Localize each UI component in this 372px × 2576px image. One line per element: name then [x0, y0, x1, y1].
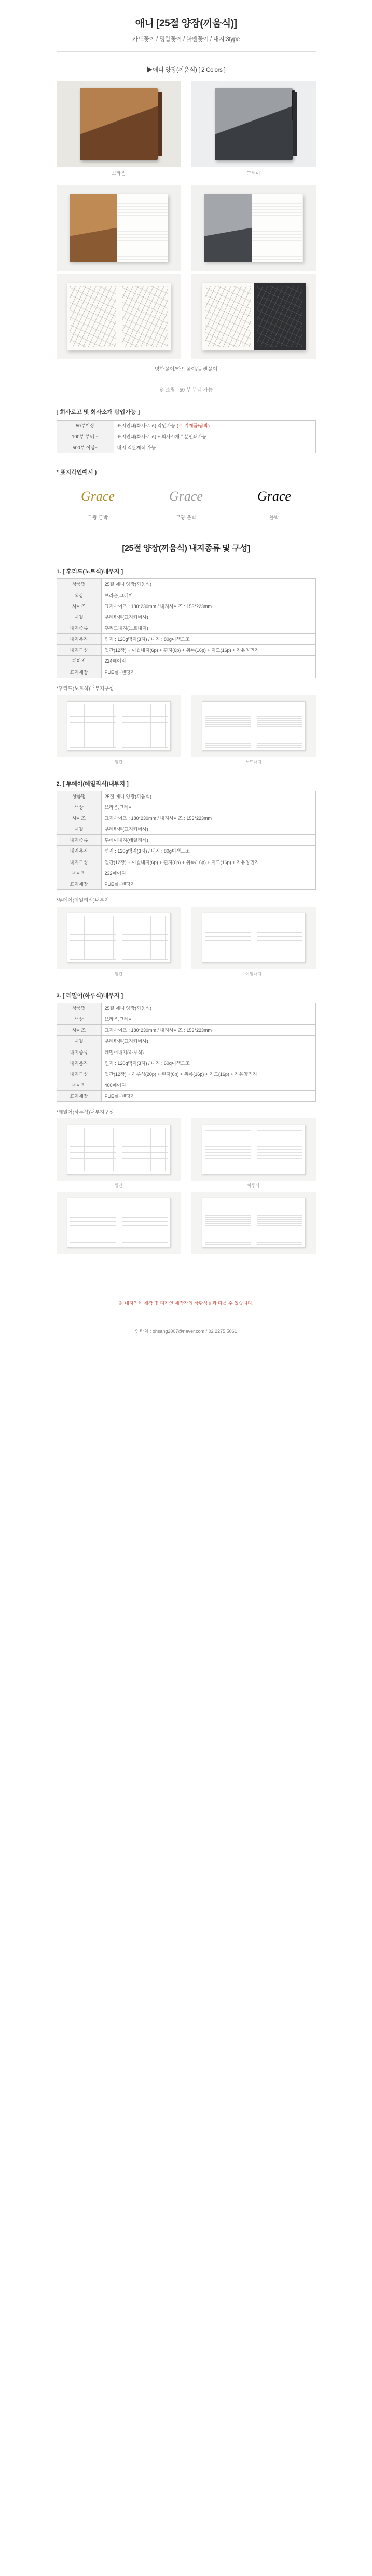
calendar-grid	[70, 704, 116, 748]
spec-value: 표지사이즈 : 180*230mm / 내지사이즈 : 153*223mm	[101, 813, 315, 824]
spec-value: 400페이지	[101, 1080, 315, 1090]
photo-cell-gray	[191, 81, 316, 182]
gray-cover-photo	[191, 81, 316, 167]
spec-value: PUE실+밴딩지	[101, 1091, 315, 1102]
daily-grid	[205, 916, 251, 960]
page-title: 애니 [25절 양장(끼움식)]	[135, 18, 237, 29]
map-lines	[70, 286, 116, 347]
spec-key: 페이지	[57, 1080, 101, 1090]
table-row	[57, 431, 315, 442]
table-row	[57, 634, 315, 645]
inner-pages-title: [25절 양장(끼움식) 내지종류 및 구성]	[122, 544, 250, 554]
table-row	[57, 623, 315, 633]
spec-value: 월간(12장) + 하루식(20p) + 흰지(6p) + 위록(16p) + 지도(16p) + 자유양면지	[101, 1069, 315, 1080]
spec-key: 재질	[57, 1036, 101, 1047]
sheet-half-right	[119, 702, 170, 750]
map-page-brown-photo	[57, 274, 181, 359]
spec-key: 내지구성	[57, 1069, 101, 1080]
spec-key: 내지용지	[57, 846, 101, 857]
photo-cell-open-gray	[191, 185, 316, 271]
table-row	[57, 1069, 315, 1080]
calendar-grid	[122, 916, 168, 960]
spec-value: 투데이내지(데일리식)	[101, 835, 315, 846]
map-page-left	[67, 283, 119, 350]
page-sheet	[67, 701, 171, 751]
spec-key: 상품명	[57, 579, 101, 590]
spec-key: 페이지	[57, 868, 101, 879]
sheet-half-left	[202, 913, 254, 962]
hourly-lines	[205, 1128, 251, 1171]
map-book-shape	[67, 283, 171, 350]
spec-key: 내지구성	[57, 857, 101, 868]
spec-key: 내지구성	[57, 645, 101, 656]
foil-caption: 무광 금박	[87, 515, 108, 521]
spec-value: 우레탄본(표지커버사)	[101, 612, 315, 623]
spec-3-sample-note: *레밀어(하루식)내부지구성	[56, 1110, 114, 1116]
photo-cell-map-gray	[191, 274, 316, 359]
sheet-half-left	[67, 1198, 119, 1247]
daily-grid	[257, 916, 302, 960]
map-page-gray-photo	[191, 274, 316, 359]
note-lines	[257, 704, 302, 748]
spec-value: PUE실+밴딩지	[101, 879, 315, 889]
map-lines	[122, 286, 168, 347]
grid-lines	[70, 1201, 116, 1245]
foil-sample-black	[233, 481, 316, 521]
sheet-half-left	[202, 702, 254, 750]
spec-key: 표지제장	[57, 1091, 101, 1102]
spec-key: 사이즈	[57, 1025, 101, 1036]
logo-qty-cell: 50부이상	[57, 421, 114, 431]
spec-value: 25절 애니 양장(끼움식)	[101, 1003, 315, 1014]
sample-caption-month: 월간	[114, 1183, 123, 1189]
calendar-grid	[70, 916, 116, 960]
spec-1-sample-note: *후리드(노트식)내부지구성	[56, 685, 114, 692]
spec-key: 재질	[57, 612, 101, 623]
table-row	[57, 667, 315, 678]
table-row	[57, 835, 315, 846]
spec-1-table	[57, 578, 316, 678]
open-left-cover	[204, 194, 252, 262]
sample-image-month	[57, 907, 181, 969]
table-row	[57, 1003, 315, 1014]
spacer	[0, 768, 372, 779]
sheet-half-left	[67, 702, 119, 750]
sheet-half-right	[254, 1198, 305, 1247]
note-lines	[205, 1201, 251, 1245]
brown-cover-caption: 브라운	[112, 171, 126, 176]
foil-word: Grace	[257, 489, 291, 504]
header-divider	[57, 51, 316, 52]
open-book-shape	[70, 194, 168, 262]
open-book-brown-photo	[57, 185, 181, 271]
table-row	[57, 879, 315, 889]
spec-key: 사이즈	[57, 813, 101, 824]
foil-box	[233, 481, 316, 511]
sample-image-hourly	[191, 1118, 316, 1181]
sample-image-note	[191, 695, 316, 757]
foil-box	[145, 481, 228, 511]
table-row	[57, 1091, 315, 1102]
spec-value: 레밀어내지(하루식)	[101, 1047, 315, 1058]
photo-cell-open-brown	[57, 185, 181, 271]
logo-desc-text: 표지인쇄(화사로고) 각인가능	[117, 423, 176, 428]
map-page-right	[119, 283, 171, 350]
spec-2-table	[57, 791, 316, 890]
open-right-page	[117, 194, 168, 262]
table-row	[57, 868, 315, 879]
sample-caption-daily: 이월내지	[245, 971, 261, 976]
spec-key: 사이즈	[57, 601, 101, 612]
page-header	[0, 0, 372, 52]
page-sheet	[67, 1198, 171, 1248]
spec-value: PUE실+밴딩지	[101, 667, 315, 678]
table-row	[57, 791, 315, 802]
foil-word: Grace	[169, 489, 203, 504]
gray-book-shape	[215, 88, 293, 160]
spec-3-heading: 3. [ 레밀어(하루식)내부지 ]	[56, 992, 123, 999]
cover-photo-grid	[57, 81, 316, 362]
sheet-half-right	[254, 702, 305, 750]
photo-cell-map-brown	[57, 274, 181, 359]
sheet-half-left	[67, 1125, 119, 1174]
page-subtitle: 카드꽂이 / 명함꽂이 / 볼펜꽂이 / 내지:3type	[132, 36, 240, 43]
page-sheet	[202, 701, 306, 751]
sample-caption-month: 월간	[114, 971, 123, 976]
map-page-left	[202, 283, 254, 350]
spec-key: 상품명	[57, 1003, 101, 1014]
foil-sample-row	[57, 481, 316, 521]
table-row	[57, 645, 315, 656]
table-row	[57, 813, 315, 824]
page-sheet	[67, 913, 171, 963]
spec-2-sample-note: *투데이(데일리식)내부지	[56, 897, 109, 903]
spec-key: 페이지	[57, 656, 101, 667]
spec-key: 내지종류	[57, 835, 101, 846]
sheet-half-right	[119, 1125, 170, 1174]
foil-sample-gold	[57, 481, 140, 521]
spec-key: 색상	[57, 802, 101, 813]
page-sheet	[202, 1198, 306, 1248]
foil-sample-silver	[145, 481, 228, 521]
spec-value: 먼지 : 120g백지(3자) / 내지 : 60g미색모조	[101, 1058, 315, 1069]
logo-block-heading: [ 회사로고 및 회사소개 삽입가능 ]	[56, 409, 140, 415]
table-row	[57, 857, 315, 868]
spec-key: 내지용지	[57, 634, 101, 645]
spec-value: 브라운,그레이	[101, 802, 315, 813]
table-row	[57, 421, 315, 431]
foil-caption: 블박	[269, 515, 279, 521]
spec-value: 표지사이즈 : 180*230mm / 내지사이즈 : 153*223mm	[101, 601, 315, 612]
spec-value: 우레탄본(표지커버사)	[101, 824, 315, 835]
brown-book-shape	[80, 88, 158, 160]
spec-value: 월간(12장) + 이월내지(6p) + 흰지(6p) + 위록(16p) + 지도(16p) + 자유양면지	[101, 857, 315, 868]
spec-1-heading: 1. [ 후리드(노트식)내부지 ]	[56, 569, 123, 575]
sheet-half-right	[119, 913, 170, 962]
spec-value: 브라운,그레이	[101, 590, 315, 601]
sheet-half-left	[202, 1198, 254, 1247]
calendar-grid	[70, 1128, 116, 1171]
table-row	[57, 846, 315, 857]
sample-caption-month: 월간	[114, 759, 123, 764]
table-row	[57, 1014, 315, 1025]
spacer	[0, 980, 372, 991]
pen-holder-shape	[292, 90, 295, 121]
spec-key: 표지제장	[57, 667, 101, 678]
logo-desc-cell	[114, 421, 315, 431]
table-row	[57, 601, 315, 612]
spec-2-heading: 2. [ 투데이(데일리식)내부지 ]	[56, 780, 129, 787]
page-sheet	[67, 1125, 171, 1175]
table-row	[57, 802, 315, 813]
map-lines	[257, 286, 302, 347]
spec-value: 우레탄본(표지커버사)	[101, 1036, 315, 1047]
footer-contact: 연락처 : ohsang2007@naver.com / 02 2275 5061	[0, 1321, 372, 1334]
open-left-cover	[70, 194, 117, 262]
map-book-shape	[202, 283, 306, 350]
open-book-gray-photo	[191, 185, 316, 271]
spec-value: 먼지 : 120g백지(3자) / 내지 : 80g미색모조	[101, 846, 315, 857]
map-lines	[205, 286, 251, 347]
table-row	[57, 579, 315, 590]
minimum-order-note: ※ 소량 : 50 부 부터 가능	[159, 387, 213, 393]
table-row	[57, 1058, 315, 1069]
spec-1-sample-row	[57, 695, 316, 768]
spec-key: 내지용지	[57, 1058, 101, 1069]
spec-key: 색상	[57, 1014, 101, 1025]
calendar-grid	[122, 1128, 168, 1171]
spec-value: 표지사이즈 : 180*230mm / 내지사이즈 : 153*223mm	[101, 1025, 315, 1036]
spec-3-sample-row	[57, 1118, 316, 1258]
logo-options-table	[57, 420, 316, 453]
page-sheet	[202, 913, 306, 963]
sheet-half-right	[119, 1198, 170, 1247]
photo-cell-brown	[57, 81, 181, 182]
sample-caption-note: 노트내지	[245, 759, 261, 764]
spec-value: 232페이지	[101, 868, 315, 879]
sample-image-daily	[191, 907, 316, 969]
open-right-page	[252, 194, 303, 262]
spec-key: 재질	[57, 824, 101, 835]
sample-image-month	[57, 1118, 181, 1181]
table-row	[57, 1047, 315, 1058]
spec-value: 224페이지	[101, 656, 315, 667]
sample-image-extra-1	[57, 1192, 181, 1254]
calendar-grid	[122, 704, 168, 748]
table-row	[57, 1036, 315, 1047]
foil-caption: 무광 은박	[175, 515, 197, 521]
colors-section-label: ▶애니 양장(끼움식) [ 2 Colors ]	[146, 67, 226, 73]
foil-box	[57, 481, 140, 511]
spec-value: 먼지 : 120g백지(3자) / 내지 : 80g미색모조	[101, 634, 315, 645]
spec-value: 후리드내지(노트내지)	[101, 623, 315, 633]
table-row	[57, 590, 315, 601]
spec-key: 표지제장	[57, 879, 101, 889]
page-sheet	[202, 1125, 306, 1175]
sample-caption-hourly: 하루식	[247, 1183, 260, 1189]
logo-desc-accent: (주:기제품/금박)	[176, 423, 210, 428]
table-row	[57, 442, 315, 453]
sample-image-extra-2	[191, 1192, 316, 1254]
spec-2-sample-row	[57, 907, 316, 980]
spec-key: 내지종류	[57, 1047, 101, 1058]
hourly-lines	[257, 1128, 302, 1171]
table-row	[57, 824, 315, 835]
logo-desc-cell: 내지 직판제작 가능	[114, 442, 315, 453]
table-row	[57, 656, 315, 667]
spacer	[0, 1258, 372, 1279]
table-row	[57, 612, 315, 623]
pocket-feature-caption: 명함꽂이/카드꽂이/볼펜꽂이	[154, 367, 218, 372]
open-book-shape	[204, 194, 303, 262]
map-page-right-dark	[254, 283, 306, 350]
spec-value: 월간(12장) + 이월내지(6p) + 흰지(6p) + 위록(16p) + 지도(16p) + 자유양면지	[101, 645, 315, 656]
spec-key: 색상	[57, 590, 101, 601]
sheet-half-left	[67, 913, 119, 962]
logo-qty-cell: 100부 부터 ~	[57, 431, 114, 442]
spec-key: 내지종류	[57, 623, 101, 633]
spec-value: 브라운,그레이	[101, 1014, 315, 1025]
brown-cover-photo	[57, 81, 181, 167]
spec-3-table	[57, 1003, 316, 1102]
disclaimer-notice: ※ 내지인쇄 제작 및 디자인 제작작업 상황성물과 다를 수 있습니다.	[118, 1301, 254, 1306]
spec-key: 상품명	[57, 791, 101, 802]
spec-value: 25절 애니 양장(끼움식)	[101, 579, 315, 590]
table-row	[57, 1080, 315, 1090]
sheet-half-left	[202, 1125, 254, 1174]
gray-cover-caption: 그레이	[246, 171, 260, 176]
table-row	[57, 1025, 315, 1036]
foil-word: Grace	[81, 489, 115, 504]
grid-lines	[122, 1201, 168, 1245]
sheet-half-right	[254, 913, 305, 962]
note-lines	[205, 704, 251, 748]
logo-qty-cell: 500부 이상~	[57, 442, 114, 453]
sample-image-month	[57, 695, 181, 757]
logo-desc-cell: 표지인쇄(화사로고) + 회사소개부분인쇄가능	[114, 431, 315, 442]
spec-value: 25절 애니 양장(끼움식)	[101, 791, 315, 802]
note-lines	[257, 1201, 302, 1245]
sheet-half-right	[254, 1125, 305, 1174]
foil-block-heading: * 표지각인예시 )	[56, 469, 97, 476]
